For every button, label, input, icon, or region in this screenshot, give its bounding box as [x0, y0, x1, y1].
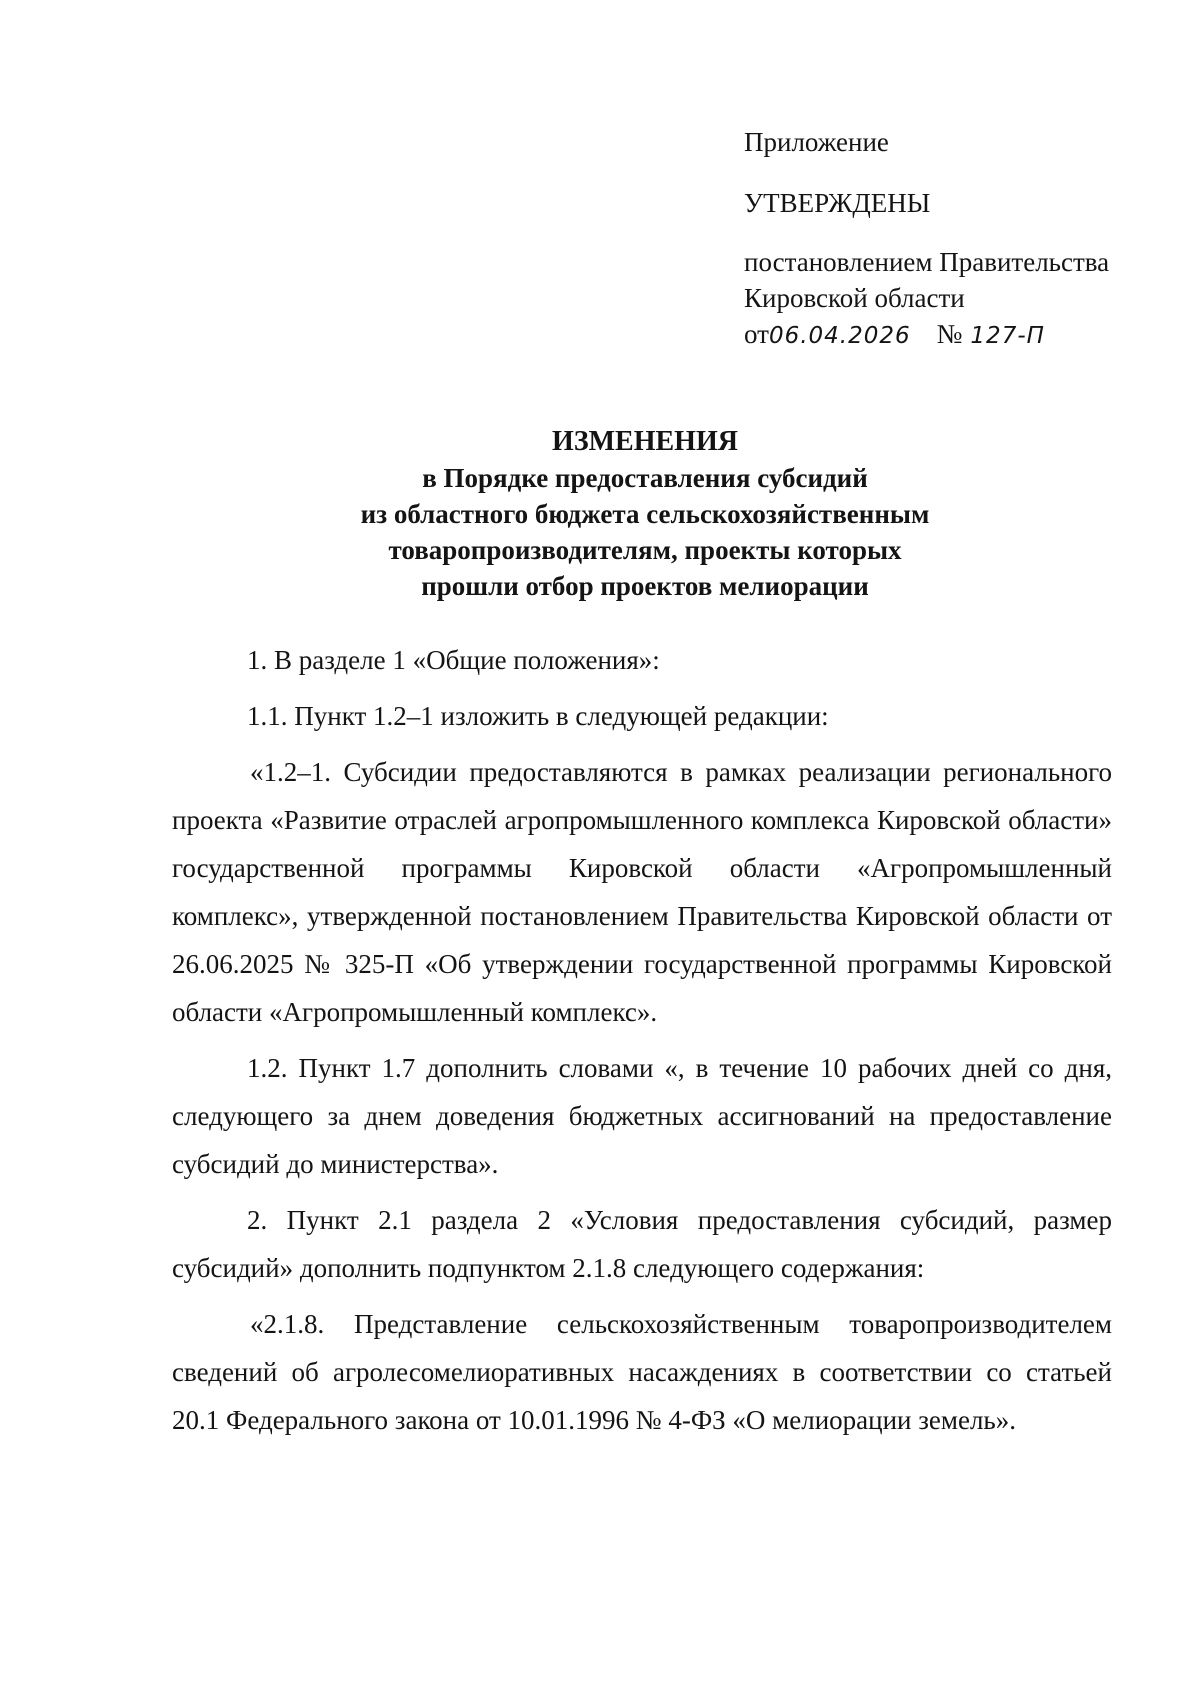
approved-label: УТВЕРЖДЕНЫ — [744, 188, 931, 218]
approved-by-line-1: постановлением Правительства — [744, 247, 1110, 277]
number-sign: № — [936, 319, 963, 349]
title-line: прошли отбор проектов мелиорации — [421, 571, 869, 601]
approval-block — [744, 124, 1174, 354]
paragraph-2-1-8-quote: «2.1.8. Представление сельскохозяйственным товаропроизводителем сведений об агролесомелиоративных насаждениях в соответствии со статьей 20.1 Федерального закона от 10.01.1996 № 4-ФЗ «О мелиорации земель». — [172, 1309, 1112, 1435]
paragraph-1-2-1-quote: «1.2–1. Субсидии предоставляются в рамках реализации регионального проекта «Развитие отраслей агропромышленного комплекса Кировской области» государственной программы Кировской области «Агропромышленный комплекс», утвержденной постановлением Правительства Кировской области от 26.06.2025 № 325-П «Об утверждении государственной программы Кировской области «Агропромышленный комплекс». — [172, 757, 1112, 1027]
paragraph-1-1: 1.1. Пункт 1.2–1 изложить в следующей редакции: — [247, 701, 829, 731]
approval-date-line — [744, 316, 1174, 354]
handwritten-date: 06.04.2026 — [768, 323, 911, 349]
approved-by-line-2: Кировской области — [744, 283, 965, 313]
document-body — [172, 636, 1112, 1452]
paragraph-section-1: 1. В разделе 1 «Общие положения»: — [247, 645, 660, 675]
paragraph-1-2: 1.2. Пункт 1.7 дополнить словами «, в течение 10 рабочих дней со дня, следующего за днем доведения бюджетных ассигнований на предоставление субсидий до министерства». — [172, 1053, 1112, 1179]
date-prefix: от — [744, 319, 769, 349]
handwritten-number: 127-П — [970, 323, 1045, 349]
title-line: в Порядке предоставления субсидий — [422, 463, 868, 493]
paragraph-2: 2. Пункт 2.1 раздела 2 «Условия предоставления субсидий, размер субсидий» дополнить подпунктом 2.1.8 следующего содержания: — [172, 1205, 1112, 1283]
document-title — [0, 424, 1200, 604]
title-heading: ИЗМЕНЕНИЯ — [552, 426, 738, 457]
title-line: товаропроизводителям, проекты которых — [388, 535, 902, 565]
annex-label: Приложение — [744, 127, 889, 157]
title-line: из областного бюджета сельскохозяйственным — [360, 499, 930, 529]
